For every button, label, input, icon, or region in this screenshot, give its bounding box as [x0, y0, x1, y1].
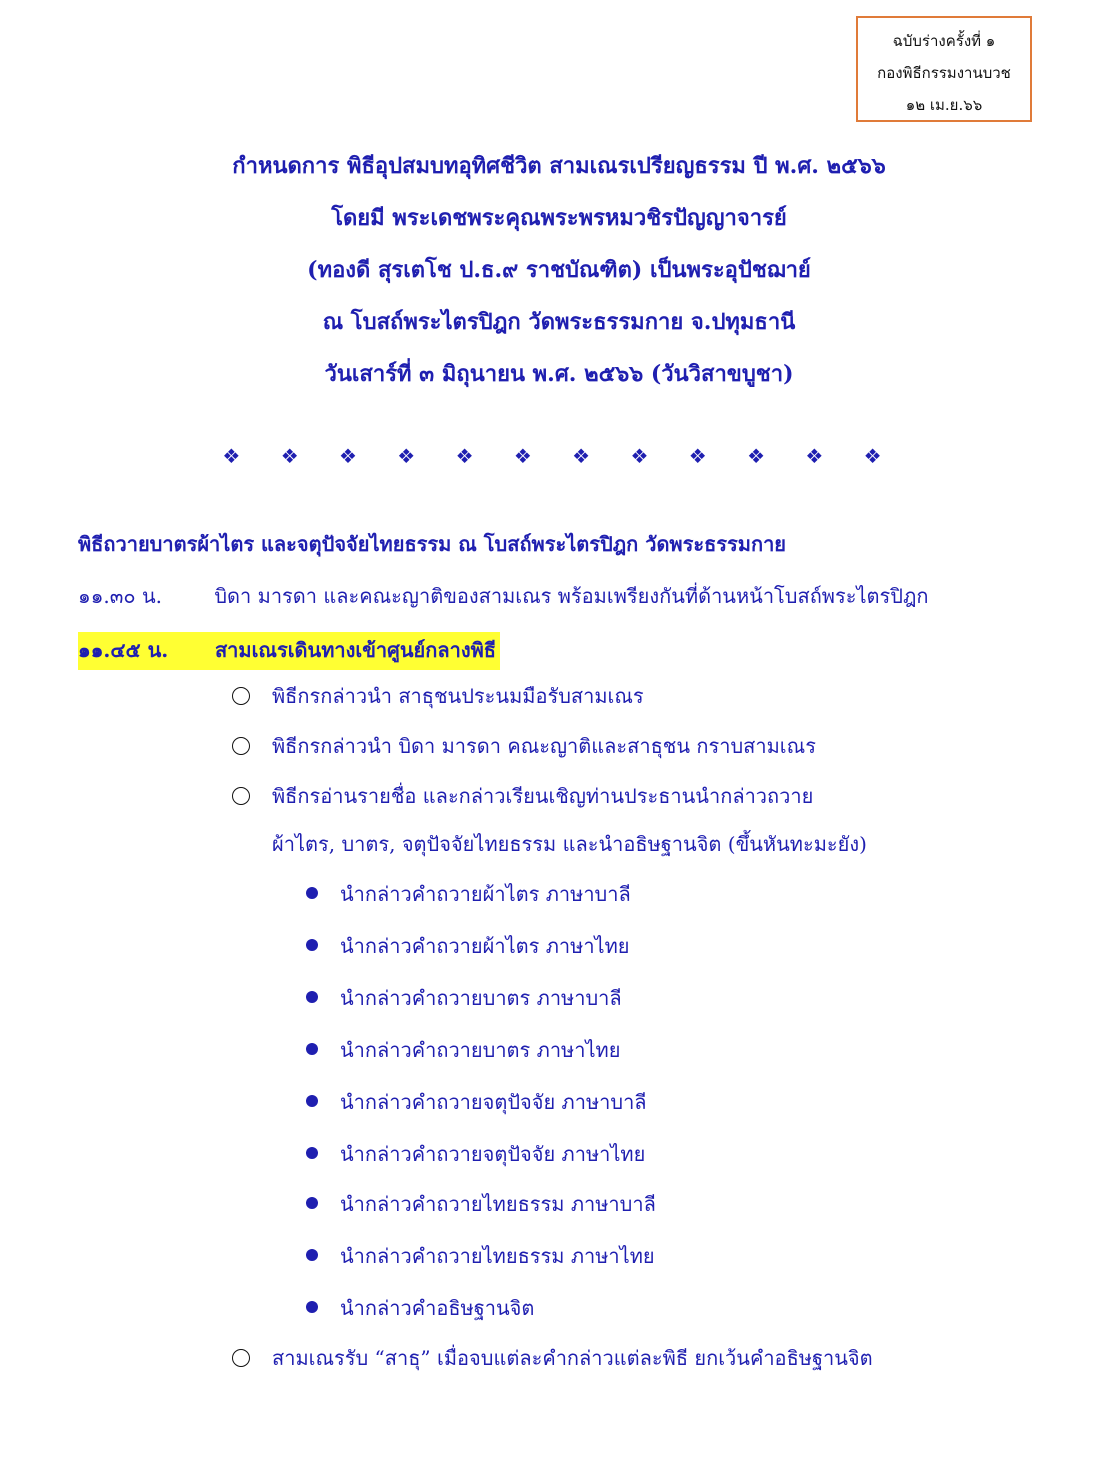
sub-item-text: พิธีกรอ่านรายชื่อ และกล่าวเรียนเชิญท่านประธานนำกล่าวถวาย — [272, 784, 814, 808]
list-item-text: นำกล่าวคำถวายบาตร ภาษาไทย — [340, 1038, 621, 1062]
diamond-icon: ❖ — [863, 444, 896, 468]
list-item — [306, 1292, 534, 1324]
bullet-icon — [306, 1095, 318, 1107]
diamond-icon: ❖ — [513, 444, 546, 468]
sub-item-text: สามเณรรับ “สาธุ” เมื่อจบแต่ละคำกล่าวแต่ละพิธี ยกเว้นคำอธิษฐานจิต — [272, 1346, 873, 1370]
list-item — [306, 1240, 655, 1272]
diamond-icon: ❖ — [572, 444, 605, 468]
sub-item — [232, 780, 813, 812]
diamond-icon: ❖ — [455, 444, 488, 468]
circle-bullet-icon — [232, 1349, 250, 1367]
schedule-time: ๑๑.๓๐ น. — [78, 584, 163, 608]
section-heading: พิธีถวายบาตรผ้าไตร และจตุปัจจัยไทยธรรม ณ โบสถ์พระไตรปิฎก วัดพระธรรมกาย — [78, 532, 787, 556]
list-item-text: นำกล่าวคำอธิษฐานจิต — [340, 1296, 535, 1320]
schedule-text: บิดา มารดา และคณะญาติของสามเณร พร้อมเพรียงกันที่ด้านหน้าโบสถ์พระไตรปิฎก — [214, 584, 929, 608]
list-item — [306, 982, 622, 1014]
list-item-text: นำกล่าวคำถวายบาตร ภาษาบาลี — [340, 986, 622, 1010]
diamond-icon: ❖ — [805, 444, 838, 468]
sub-item — [232, 1342, 873, 1374]
bullet-icon — [306, 1301, 318, 1313]
bullet-icon — [306, 887, 318, 899]
diamond-icon: ❖ — [397, 444, 430, 468]
draft-date: ๑๒ เม.ย.๖๖ — [905, 96, 983, 114]
title-line: (ทองดี สุรเตโช ป.ธ.๙ ราชบัณฑิต) เป็นพระอุปัชฌาย์ — [307, 257, 811, 283]
list-item-text: นำกล่าวคำถวายจตุปัจจัย ภาษาบาลี — [340, 1090, 647, 1114]
title-line: ณ โบสถ์พระไตรปิฎก วัดพระธรรมกาย จ.ปทุมธานี — [322, 309, 796, 335]
list-item-text: นำกล่าวคำถวายไทยธรรม ภาษาไทย — [340, 1244, 655, 1268]
schedule-time: ๑๑.๔๕ น. — [78, 638, 169, 662]
diamond-icon: ❖ — [222, 444, 255, 468]
bullet-icon — [306, 1043, 318, 1055]
diamond-icon: ❖ — [338, 444, 371, 468]
list-item-text: นำกล่าวคำถวายจตุปัจจัย ภาษาไทย — [340, 1142, 646, 1166]
list-item — [306, 1138, 645, 1170]
list-item — [306, 1188, 656, 1220]
diamond-icon: ❖ — [747, 444, 779, 468]
document-title — [0, 140, 1118, 400]
list-item — [306, 930, 630, 962]
list-item-text: นำกล่าวคำถวายผ้าไตร ภาษาบาลี — [340, 882, 631, 906]
schedule-row — [78, 580, 929, 612]
bullet-icon — [306, 939, 318, 951]
circle-bullet-icon — [232, 787, 250, 805]
sub-item-text: พิธีกรกล่าวนำ บิดา มารดา คณะญาติและสาธุชน กราบสามเณร — [272, 734, 816, 758]
list-item-text: นำกล่าวคำถวายผ้าไตร ภาษาไทย — [340, 934, 630, 958]
title-line: โดยมี พระเดชพระคุณพระพรหมวชิรปัญญาจารย์ — [331, 205, 787, 231]
circle-bullet-icon — [232, 687, 250, 705]
sub-item-text: พิธีกรกล่าวนำ สาธุชนประนมมือรับสามเณร — [272, 684, 644, 708]
diamond-icon: ❖ — [280, 444, 313, 468]
diamond-icon: ❖ — [630, 444, 663, 468]
list-item — [306, 1086, 647, 1118]
bullet-icon — [306, 1249, 318, 1261]
schedule-text: สามเณรเดินทางเข้าศูนย์กลางพิธี — [214, 638, 496, 662]
sub-item — [232, 730, 816, 762]
list-item — [306, 1034, 620, 1066]
diamond-divider — [0, 444, 1118, 468]
title-line: กำหนดการ พิธีอุปสมบทอุทิศชีวิต สามเณรเปรียญธรรม ปี พ.ศ. ๒๕๖๖ — [232, 153, 886, 179]
draft-version-box — [856, 16, 1032, 122]
list-item — [306, 878, 631, 910]
title-line: วันเสาร์ที่ ๓ มิถุนายน พ.ศ. ๒๕๖๖ (วันวิสาขบูชา) — [324, 361, 794, 387]
diamond-icon: ❖ — [688, 444, 721, 468]
department-label: กองพิธีกรรมงานบวช — [877, 64, 1011, 82]
sub-item — [232, 680, 644, 712]
bullet-icon — [306, 991, 318, 1003]
draft-label: ฉบับร่างครั้งที่ ๑ — [892, 32, 996, 50]
bullet-icon — [306, 1197, 318, 1209]
circle-bullet-icon — [232, 737, 250, 755]
list-item-text: นำกล่าวคำถวายไทยธรรม ภาษาบาลี — [340, 1192, 656, 1216]
bullet-icon — [306, 1147, 318, 1159]
sub-item-continuation: ผ้าไตร, บาตร, จตุปัจจัยไทยธรรม และนำอธิษฐานจิต (ขึ้นหันทะมะยัง) — [272, 832, 867, 856]
schedule-row-highlighted — [78, 632, 500, 670]
